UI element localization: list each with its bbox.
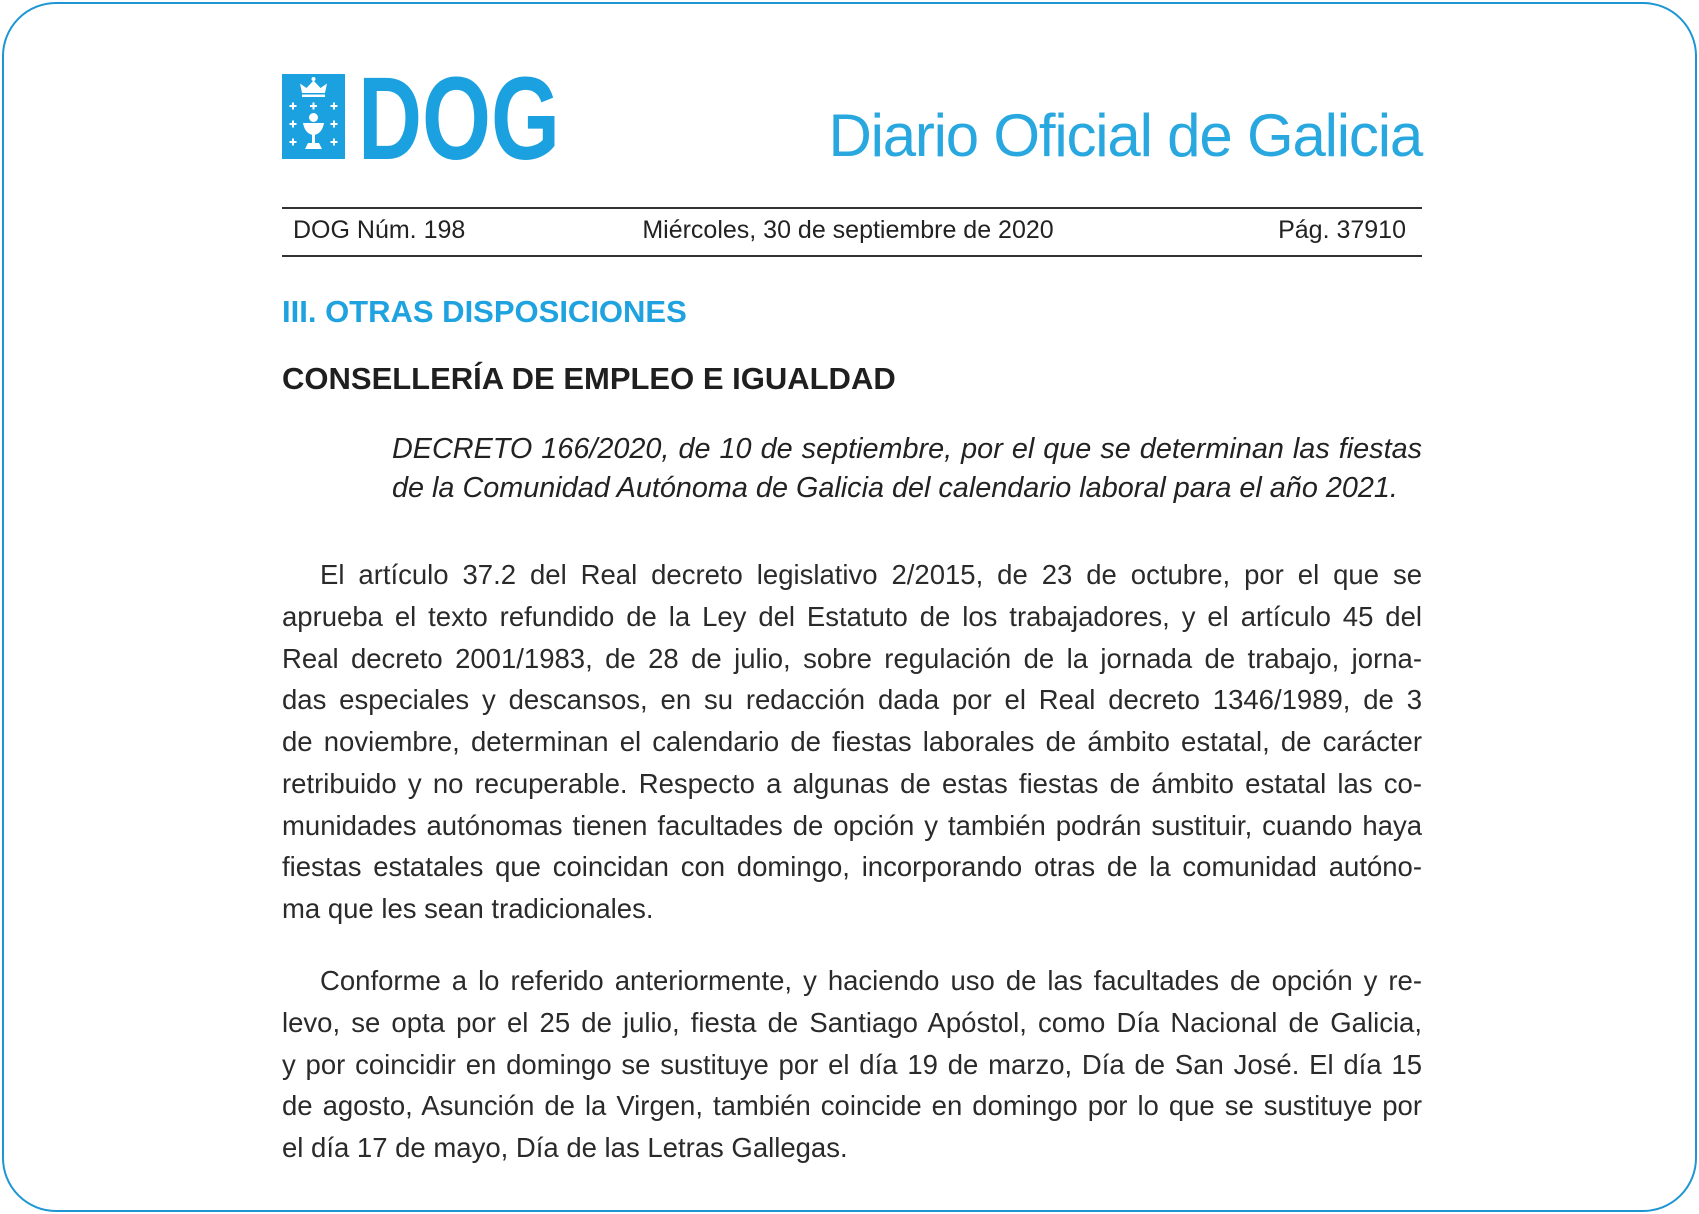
paragraph-line: Conforme a lo referido anteriormente, y haciendo uso de las facultades de opción y re- [320, 965, 1422, 996]
paragraph-line: das especiales y descansos, en su redacción dada por el Real decreto 1346/1989, de 3 [282, 684, 1422, 716]
masthead-title: Diario Oficial de Galicia [828, 102, 1422, 169]
body-paragraph [282, 554, 1422, 930]
paragraph-line: de agosto, Asunción de la Virgen, también coincide en domingo por lo que se sustituye por [282, 1090, 1422, 1122]
decree-title-line: de la Comunidad Autónoma de Galicia del calendario laboral para el año 2021. [392, 472, 1398, 504]
paragraph-line: levo, se opta por el 25 de julio, fiesta de Santiago Apóstol, como Día Nacional de Galicia, [282, 1006, 1422, 1038]
paragraph-line: y por coincidir en domingo se sustituye por el día 19 de marzo, Día de San José. El día 15 [282, 1048, 1422, 1080]
galicia-coat-of-arms-icon [282, 74, 345, 159]
paragraph-line: retribuido y no recuperable. Respecto a algunas de estas fiestas de ámbito estatal las co- [282, 767, 1422, 799]
issue-date: Miércoles, 30 de septiembre de 2020 [642, 216, 1054, 244]
decree-title-line: DECRETO 166/2020, de 10 de septiembre, por el que se determinan las fiestas [392, 433, 1422, 465]
body-paragraph [282, 960, 1422, 1169]
paragraph-line: fiestas estatales que coincidan con domingo, incorporando otras de la comunidad autóno- [282, 851, 1422, 883]
logo-acronym-text: DOG [358, 53, 560, 185]
paragraph-line: de noviembre, determinan el calendario de fiestas laborales de ámbito estatal, de carácter [282, 726, 1422, 757]
department-heading: CONSELLERÍA DE EMPLEO E IGUALDAD [282, 361, 896, 396]
paragraph-line: ma que les sean tradicionales. [282, 893, 654, 924]
paragraph-line: El artículo 37.2 del Real decreto legislativo 2/2015, de 23 de octubre, por el que se [320, 559, 1422, 590]
paragraph-line: munidades autónomas tienen facultades de opción y también podrán sustituir, cuando haya [282, 809, 1422, 841]
paragraph-line: aprueba el texto refundido de la Ley del Estatuto de los trabajadores, y el artículo 45 del [282, 600, 1422, 632]
decree-title [392, 430, 1422, 508]
issue-number: DOG Núm. 198 [293, 216, 466, 244]
paragraph-line: Real decreto 2001/1983, de 28 de julio, sobre regulación de la jornada de trabajo, jorna- [282, 642, 1422, 674]
header-rule-top [282, 207, 1422, 209]
page-number: Pág. 37910 [1278, 216, 1406, 244]
paragraph-line: el día 17 de mayo, Día de las Letras Gallegas. [282, 1132, 848, 1163]
issue-header [282, 215, 1422, 245]
header-rule-bottom [282, 255, 1422, 257]
section-heading: III. OTRAS DISPOSICIONES [282, 294, 687, 329]
logo-acronym [355, 53, 567, 185]
